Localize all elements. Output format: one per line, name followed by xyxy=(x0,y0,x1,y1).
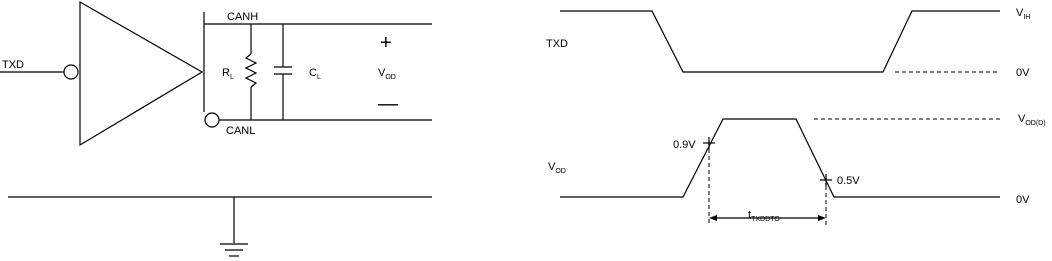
txd-timing-label: TXD xyxy=(546,38,568,50)
ground-icon xyxy=(220,244,248,256)
load-capacitor xyxy=(274,24,292,120)
zero-v-top-label: 0V xyxy=(1016,67,1030,79)
rl-label: $R_L$ xyxy=(222,67,234,81)
zero-v-bottom-label: 0V xyxy=(1016,194,1030,206)
t-txddto-label: $t_{TXDDTO}$ xyxy=(748,209,780,223)
vod-waveform xyxy=(560,119,1000,197)
input-inversion-bubble xyxy=(64,65,78,79)
vodd-label: $V_{OD(D)}$ xyxy=(1018,113,1046,127)
cl-label: $C_L$ xyxy=(309,67,321,81)
threshold-09-label: 0.9V xyxy=(673,139,696,151)
vod-minus-sign: — xyxy=(378,93,398,115)
txd-waveform xyxy=(560,11,1000,72)
vod-plus-sign: + xyxy=(380,32,392,54)
load-resistor xyxy=(246,24,256,120)
driver-triangle xyxy=(80,2,202,145)
test-circuit xyxy=(0,2,432,256)
circuit-vod-label: $V_{OD}$ xyxy=(378,67,396,81)
canh-label: CANH xyxy=(227,11,259,23)
vih-label: $V_{IH}$ xyxy=(1016,7,1031,21)
timing-diagram xyxy=(546,7,1046,226)
threshold-05-marker xyxy=(820,174,832,186)
canl-inversion-bubble xyxy=(205,113,219,127)
canl-label: CANL xyxy=(226,125,256,137)
txd-input-label: TXD xyxy=(2,59,24,71)
vod-timing-label: $V_{OD}$ xyxy=(548,161,566,175)
threshold-05-label: 0.5V xyxy=(837,175,860,187)
